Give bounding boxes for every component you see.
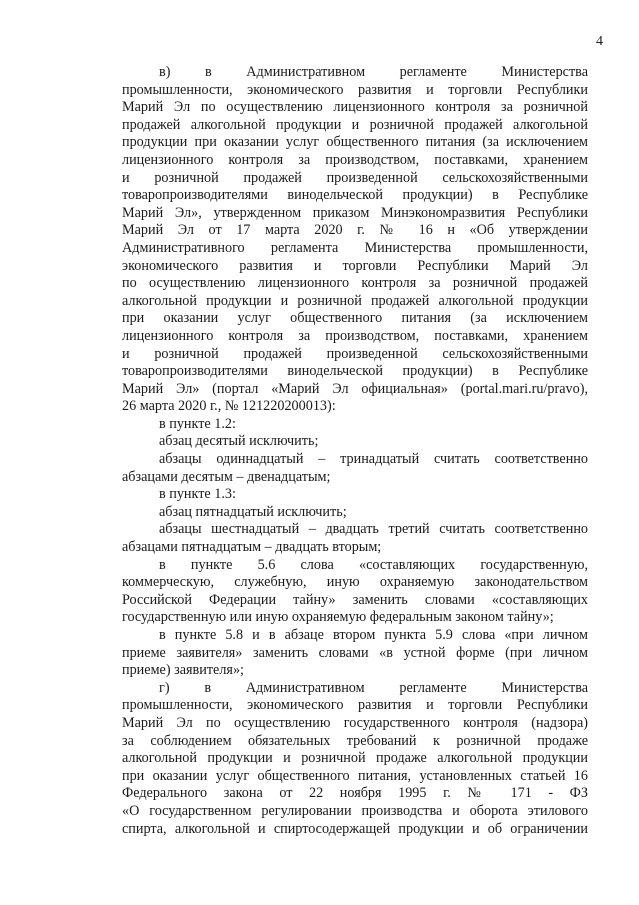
text-line: «О государственном регулировании производства и оборота этилового xyxy=(122,802,588,819)
text-line: продукции при оказании услуг общественного питания (за исключением xyxy=(122,134,588,151)
text-line: товаропроизводителями винодельческой продукции) в Республике xyxy=(122,187,588,204)
text-line: Марий Эл», утвержденном приказом Минэкономразвития Республики xyxy=(122,204,588,221)
text-line: абзацы одиннадцатый – тринадцатый считать соответственно xyxy=(159,451,588,468)
text-line: лицензионного контроля за производством, поставками, хранением xyxy=(122,327,588,344)
text-line: абзац десятый исключить; xyxy=(159,433,319,450)
page-number: 4 xyxy=(596,34,603,49)
text-line: спирта, алкогольной и спиртосодержащей продукции и об ограничении xyxy=(122,820,588,837)
text-line: промышленности, экономического развития и торговли Республики xyxy=(122,81,588,98)
text-line: Российской Федерации тайну» заменить словами «составляющих xyxy=(122,591,588,608)
text-line: Федерального закона от 22 ноября 1995 г. № 171 - ФЗ xyxy=(122,785,588,802)
text-line: абзац пятнадцатый исключить; xyxy=(159,503,347,520)
text-line: 26 марта 2020 г., № 121220200013): xyxy=(122,398,336,415)
text-line: приеме) заявителя»; xyxy=(122,662,244,679)
text-line: приеме заявителя» заменить словами «в устной форме (при личном xyxy=(122,644,588,661)
text-line: при оказании услуг общественного питания, установленных статьей 16 xyxy=(122,767,588,784)
document-body xyxy=(122,64,588,838)
text-line: Административного регламента Министерства промышленности, xyxy=(122,239,588,256)
text-line: алкогольной продукции и розничной продаже алкогольной продукции xyxy=(122,750,588,767)
text-line: алкогольной продукции и розничной продажей алкогольной продукции xyxy=(122,292,588,309)
text-line: Марий Эл по осуществлению лицензионного контроля за розничной xyxy=(122,99,588,116)
text-line: промышленности, экономического развития и торговли Республики xyxy=(122,697,588,714)
text-line: г) в Административном регламенте Министерства xyxy=(159,679,588,696)
text-line: Марий Эл» (портал «Марий Эл официальная» (portal.mari.ru/pravo), xyxy=(122,380,588,397)
text-line: в) в Административном регламенте Министерства xyxy=(159,64,588,80)
text-line: при оказании услуг общественного питания (за исключением xyxy=(122,310,588,327)
text-line: в пункте 5.6 слова «составляющих государственную, xyxy=(159,556,588,573)
text-line: в пункте 1.2: xyxy=(159,415,236,432)
text-line: экономического развития и торговли Республики Марий Эл xyxy=(122,257,588,274)
text-line: коммерческую, служебную, иную охраняемую законодательством xyxy=(122,574,588,591)
text-line: по осуществлению лицензионного контроля за розничной продажей xyxy=(122,275,588,292)
text-line: в пункте 5.8 и в абзаце втором пункта 5.9 слова «при личном xyxy=(159,627,588,643)
text-line: товаропроизводителями винодельческой продукции) в Республике xyxy=(122,363,588,380)
text-line: абзацами десятым – двенадцатым; xyxy=(122,468,331,485)
text-line: и розничной продажей произведенной сельскохозяйственными xyxy=(122,169,588,186)
text-line: Марий Эл по осуществлению государственного контроля (надзора) xyxy=(122,714,588,731)
text-line: государственную или иную охраняемую федеральным законом тайну»; xyxy=(122,609,554,626)
text-line: абзацы шестнадцатый – двадцать третий считать соответственно xyxy=(159,521,588,538)
text-line: и розничной продажей произведенной сельскохозяйственными xyxy=(122,345,588,362)
text-line: за соблюдением обязательных требований к розничной продаже xyxy=(122,732,588,749)
text-line: продажей алкогольной продукции и розничной продажей алкогольной xyxy=(122,116,588,133)
text-line: лицензионного контроля за производством, поставками, хранением xyxy=(122,151,588,168)
text-line: Марий Эл от 17 марта 2020 г. № 16 н «Об утверждении xyxy=(122,222,588,239)
text-line: абзацами пятнадцатым – двадцать вторым; xyxy=(122,539,382,556)
text-line: в пункте 1.3: xyxy=(159,486,236,503)
